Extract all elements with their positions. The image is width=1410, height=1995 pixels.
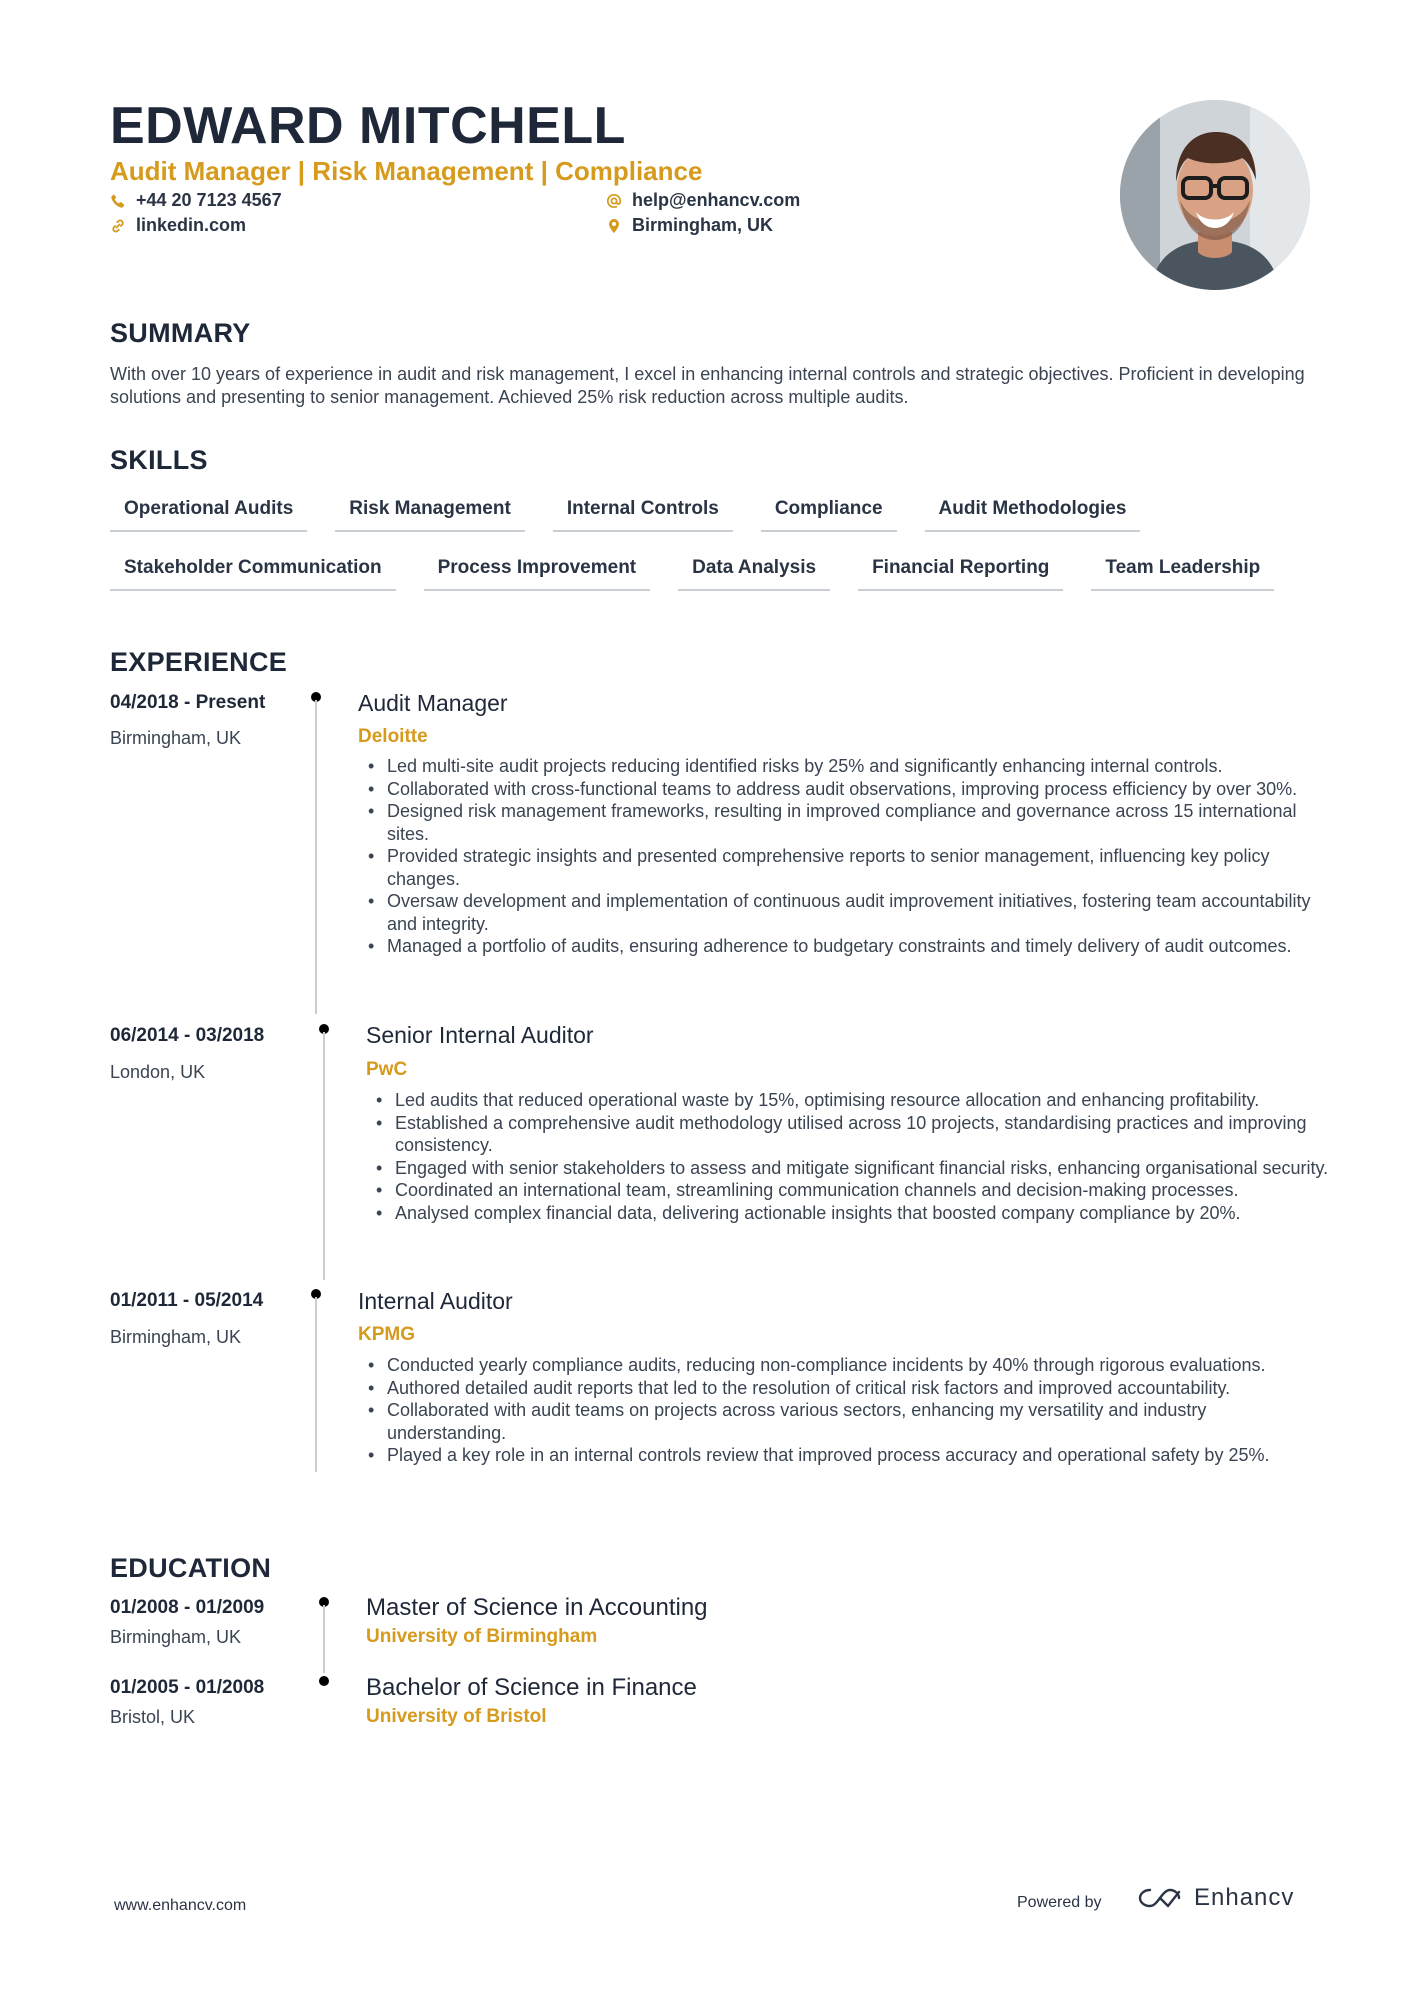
job-dates: 06/2014 - 03/2018	[110, 1025, 265, 1046]
job-bullet: • Coordinated an international team, streamlining communication channels and decision-making processes.	[374, 1179, 1334, 1202]
summary-heading: SUMMARY	[110, 318, 251, 348]
phone-text[interactable]: +44 20 7123 4567	[136, 190, 282, 210]
summary-text: With over 10 years of experience in audit and risk management, I excel in enhancing internal controls and strategic objectives. Proficient in developing solutions and presenting to senior management. Achieved 25% risk reduction across multiple audits.	[110, 364, 1305, 407]
profile-photo	[1120, 100, 1310, 290]
contact-phone	[110, 190, 282, 211]
linkedin-text[interactable]: linkedin.com	[136, 215, 247, 235]
skill-tag: Audit Methodologies	[925, 498, 1141, 532]
job-company: KPMG	[358, 1324, 415, 1345]
email-text[interactable]: help@enhancv.com	[632, 190, 801, 210]
skills-row-1	[110, 498, 1140, 532]
job-dates: 04/2018 - Present	[110, 692, 266, 713]
timeline-line	[323, 1032, 325, 1280]
skills-row-2	[110, 557, 1274, 591]
enhancv-brand[interactable]	[1136, 1884, 1294, 1912]
edu-location: Bristol, UK	[110, 1707, 196, 1727]
edu-degree: Master of Science in Accounting	[366, 1594, 708, 1621]
job-bullet: • Designed risk management frameworks, resulting in improved compliance and governance across 15 international sites.	[366, 800, 1326, 845]
phone-icon	[110, 193, 126, 209]
email-icon	[606, 193, 622, 209]
skill-tag: Internal Controls	[553, 498, 733, 532]
job-bullet: • Analysed complex financial data, delivering actionable insights that boosted company compliance by 20%.	[374, 1202, 1334, 1225]
job-bullet: • Conducted yearly compliance audits, reducing non-compliance incidents by 40% through rigorous evaluations.	[366, 1354, 1326, 1377]
job-company: PwC	[366, 1059, 408, 1080]
job-bullet: • Played a key role in an internal controls review that improved process accuracy and operational safety by 25%.	[366, 1444, 1326, 1467]
job-title: Senior Internal Auditor	[366, 1022, 594, 1048]
edu-location: Birmingham, UK	[110, 1627, 242, 1647]
job-bullet: • Established a comprehensive audit methodology utilised across 10 projects, standardising practices and improving consistency.	[374, 1112, 1334, 1157]
education-heading: EDUCATION	[110, 1553, 272, 1583]
skill-tag: Operational Audits	[110, 498, 307, 532]
location-icon	[606, 218, 622, 234]
skills-heading: SKILLS	[110, 445, 208, 475]
job-title: Audit Manager	[358, 690, 508, 716]
skill-tag: Team Leadership	[1091, 557, 1274, 591]
edu-school: University of Birmingham	[366, 1626, 598, 1647]
enhancv-logo-icon	[1136, 1884, 1184, 1912]
timeline-dot	[319, 1676, 329, 1686]
location-text: Birmingham, UK	[632, 215, 774, 235]
candidate-headline: Audit Manager | Risk Management | Compliance	[110, 156, 703, 186]
job-title: Internal Auditor	[358, 1288, 513, 1314]
edu-school: University of Bristol	[366, 1706, 547, 1727]
edu-dates: 01/2008 - 01/2009	[110, 1597, 265, 1618]
job-bullet: • Provided strategic insights and presented comprehensive reports to senior management, influencing key policy changes.	[366, 845, 1326, 890]
edu-degree: Bachelor of Science in Finance	[366, 1674, 697, 1701]
edu-dates: 01/2005 - 01/2008	[110, 1677, 265, 1698]
job-bullets	[374, 1089, 1334, 1224]
job-location: Birmingham, UK	[110, 728, 242, 748]
job-location: London, UK	[110, 1062, 206, 1082]
timeline-line	[315, 700, 317, 1014]
skill-tag: Compliance	[761, 498, 897, 532]
job-bullets	[366, 1354, 1326, 1467]
job-bullet: • Collaborated with audit teams on projects across various sectors, enhancing my versatility and industry understanding.	[366, 1399, 1326, 1444]
job-bullet: • Oversaw development and implementation of continuous audit improvement initiatives, fostering team accountability and integrity.	[366, 890, 1326, 935]
job-location: Birmingham, UK	[110, 1327, 242, 1347]
link-icon	[110, 218, 126, 234]
contact-email	[606, 190, 800, 211]
job-company: Deloitte	[358, 726, 428, 747]
skill-tag: Risk Management	[335, 498, 525, 532]
powered-by-text: Powered by	[1017, 1894, 1102, 1911]
timeline-line	[323, 1605, 325, 1673]
skill-tag: Stakeholder Communication	[110, 557, 396, 591]
job-bullet: • Engaged with senior stakeholders to assess and mitigate significant financial risks, enhancing organisational security.	[374, 1157, 1334, 1180]
job-bullets	[366, 755, 1326, 958]
contact-linkedin	[110, 215, 246, 236]
job-bullet: • Led audits that reduced operational waste by 15%, optimising resource allocation and enhancing profitability.	[374, 1089, 1334, 1112]
candidate-name: EDWARD MITCHELL	[110, 97, 626, 155]
job-bullet: • Managed a portfolio of audits, ensuring adherence to budgetary constraints and timely delivery of audit outcomes.	[366, 935, 1326, 958]
skill-tag: Financial Reporting	[858, 557, 1063, 591]
job-bullet: • Led multi-site audit projects reducing identified risks by 25% and significantly enhancing internal controls.	[366, 755, 1326, 778]
skill-tag: Data Analysis	[678, 557, 830, 591]
contact-location	[606, 215, 773, 236]
profile-photo-illustration	[1120, 100, 1310, 290]
skill-tag: Process Improvement	[424, 557, 651, 591]
brand-name: Enhancv	[1194, 1884, 1295, 1911]
footer-website[interactable]: www.enhancv.com	[114, 1897, 247, 1914]
job-bullet: • Authored detailed audit reports that led to the resolution of critical risk factors and improved accountability.	[366, 1377, 1326, 1400]
job-bullet: • Collaborated with cross-functional teams to address audit observations, improving process efficiency by over 30%.	[366, 778, 1326, 801]
experience-heading: EXPERIENCE	[110, 647, 288, 677]
job-dates: 01/2011 - 05/2014	[110, 1290, 264, 1311]
timeline-line	[315, 1297, 317, 1472]
